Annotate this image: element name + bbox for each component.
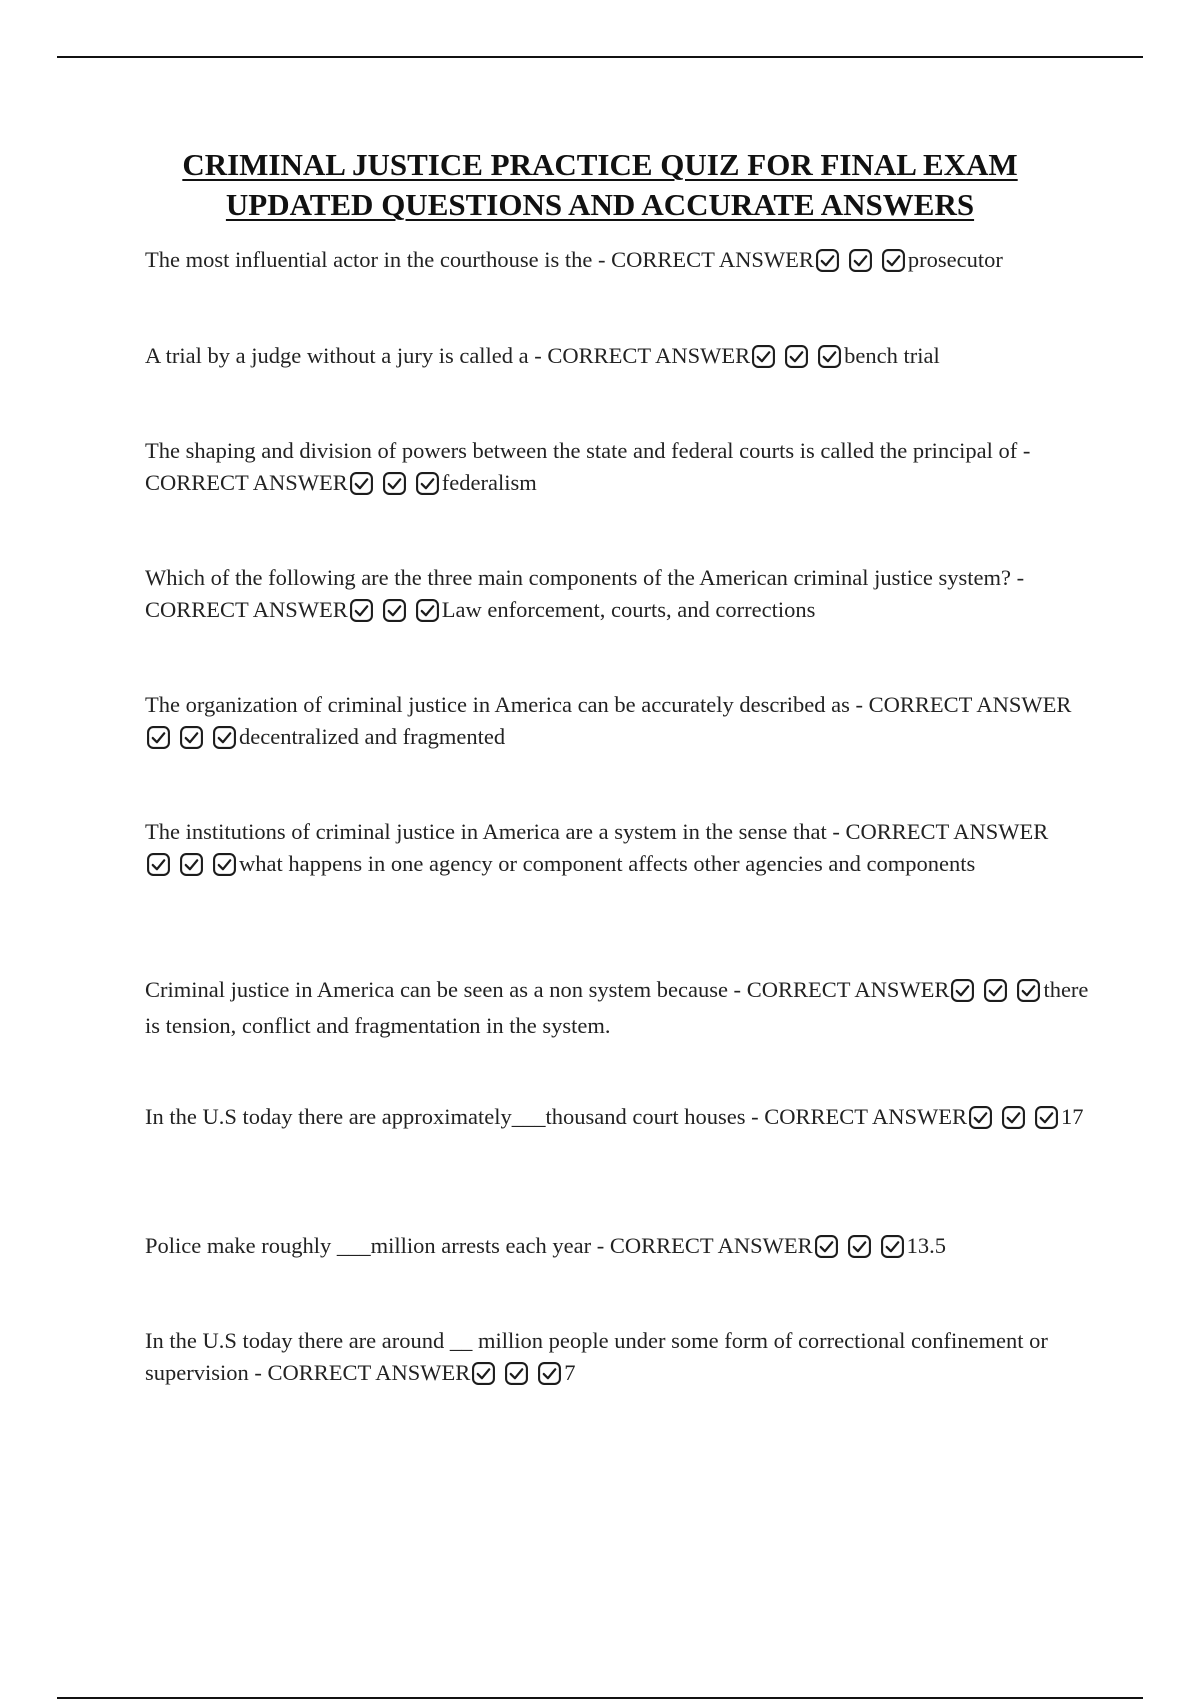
qa-item [145,1230,1095,1266]
checkbox-checked-icon [784,344,809,369]
answer-text: federalism [441,470,537,495]
answer-marker: CORRECT ANSWER [547,343,751,368]
answer-marker: CORRECT ANSWER [145,470,348,495]
checkbox-checked-icon [537,1361,562,1386]
answer-marker: CORRECT ANSWER [845,819,1049,844]
checkbox-checked-icon [814,1234,839,1259]
answer-marker: CORRECT ANSWER [267,1360,471,1385]
answer-text: what happens in one agency or component affects other agencies and components [239,851,976,876]
answer-text: there is tension, conflict and fragmentation in the system. [145,977,1089,1038]
answer-marker: CORRECT ANSWER [609,1233,813,1258]
qa-item [145,1101,1095,1137]
question-text: A trial by a judge without a jury is called a - [145,343,548,368]
qa-item [145,244,1095,280]
checkbox-checked-icon [504,1361,529,1386]
checkbox-checked-icon [471,1361,496,1386]
qa-item [145,816,1095,884]
qa-item [145,689,1095,757]
checkbox-checked-icon [146,725,171,750]
question-text: Which of the following are the three main components of the American criminal justice system? - [145,565,1025,590]
qa-item [145,562,1095,630]
qa-item [145,435,1095,503]
checkbox-checked-icon [382,471,407,496]
checkbox-checked-icon [146,852,171,877]
checkbox-checked-icon [212,852,237,877]
checkbox-checked-icon [349,598,374,623]
checkbox-checked-icon [1001,1105,1026,1130]
document-title [0,145,1200,225]
checkbox-checked-icon [179,852,204,877]
qa-item [145,974,1095,1042]
checkbox-checked-icon [983,978,1008,1003]
checkbox-checked-icon [848,248,873,273]
checkbox-checked-icon [1034,1105,1059,1130]
question-text: The shaping and division of powers between the state and federal courts is called the principal of - [145,438,1031,463]
answer-text: 13.5 [906,1233,946,1258]
checkbox-checked-icon [415,471,440,496]
checkbox-checked-icon [950,978,975,1003]
qa-item [145,1325,1095,1393]
answer-marker: CORRECT ANSWER [145,597,348,622]
checkbox-checked-icon [179,725,204,750]
answer-text: 7 [564,1360,576,1385]
title-line-1: CRIMINAL JUSTICE PRACTICE QUIZ FOR FINAL EXAM [182,147,1018,182]
question-text: The most influential actor in the courthouse is the - [145,247,612,272]
checkbox-checked-icon [881,248,906,273]
checkbox-checked-icon [880,1234,905,1259]
answer-text: prosecutor [907,247,1003,272]
question-text: The organization of criminal justice in America can be accurately described as - [145,692,869,717]
answer-text: 17 [1060,1104,1084,1129]
answer-text: bench trial [844,343,940,368]
question-text: In the U.S today there are around __ million people under some form of correctional confinement or supervision - [145,1328,1048,1385]
question-text: In the U.S today there are approximately___thousand court houses - [145,1104,765,1129]
question-text: Criminal justice in America can be seen as a non system because - [145,977,747,1002]
answer-text: Law enforcement, courts, and corrections [441,597,816,622]
qa-item [145,340,1095,376]
checkbox-checked-icon [817,344,842,369]
checkbox-checked-icon [415,598,440,623]
checkbox-checked-icon [1016,978,1041,1003]
answer-marker: CORRECT ANSWER [764,1104,967,1129]
question-text: Police make roughly ___million arrests each year - [145,1233,610,1258]
checkbox-checked-icon [815,248,840,273]
answer-text: decentralized and fragmented [239,724,506,749]
footer-rule [57,1697,1143,1699]
checkbox-checked-icon [847,1234,872,1259]
question-text: The institutions of criminal justice in America are a system in the sense that - [145,819,846,844]
checkbox-checked-icon [968,1105,993,1130]
answer-marker: CORRECT ANSWER [868,692,1072,717]
answer-marker: CORRECT ANSWER [611,247,814,272]
checkbox-checked-icon [349,471,374,496]
checkbox-checked-icon [751,344,776,369]
checkbox-checked-icon [382,598,407,623]
header-rule [57,56,1143,58]
checkbox-checked-icon [212,725,237,750]
answer-marker: CORRECT ANSWER [746,977,950,1002]
title-line-2: UPDATED QUESTIONS AND ACCURATE ANSWERS [225,187,975,222]
